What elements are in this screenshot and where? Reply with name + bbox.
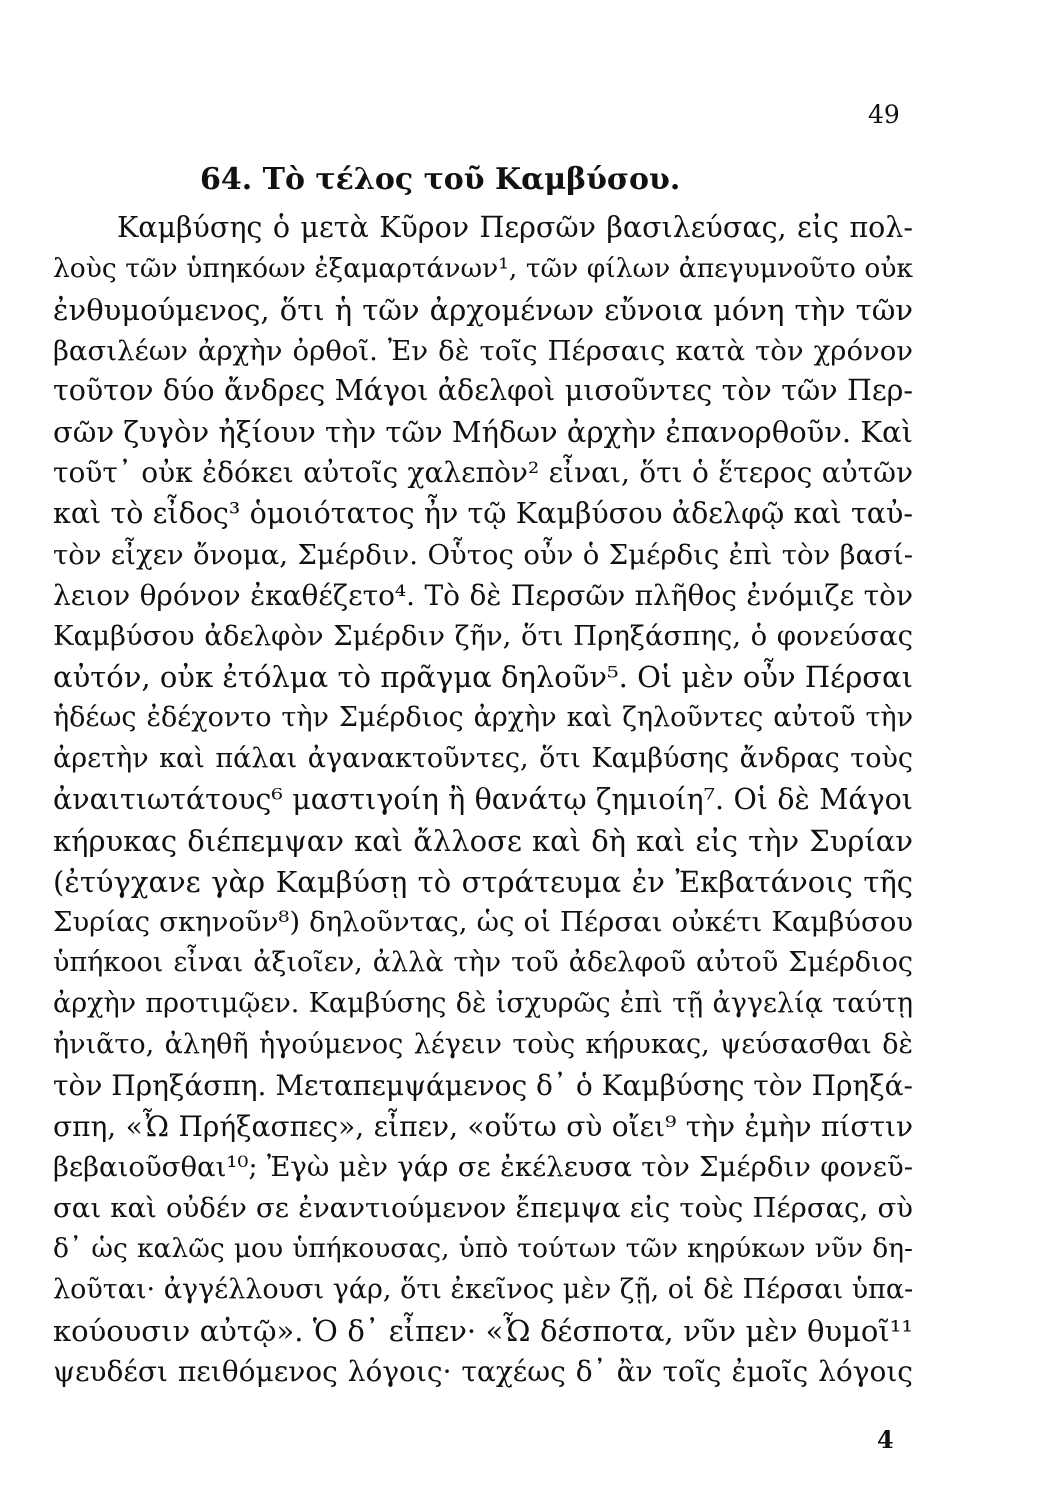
text-line: ἡδέως ἐδέχοντο τὴν Σμέρδιος ἀρχὴν καὶ ζηλοῦντες αὐτοῦ τὴν xyxy=(53,702,913,734)
page-number: 49 xyxy=(868,100,900,129)
text-line: κούουσιν αὐτῷ». Ὁ δ᾽ εἶπεν· «Ὦ δέσποτα, νῦν μὲν θυμοῖ¹¹ xyxy=(53,1313,913,1348)
text-line: ἀναιτιωτάτους⁶ μαστιγοίη ἢ θανάτῳ ζημιοίη⁷. Οἱ δὲ Μάγοι xyxy=(53,782,913,816)
text-line: ἠνιᾶτο, ἀληθῆ ἡγούμενος λέγειν τοὺς κήρυκας, ψεύσασθαι δὲ xyxy=(53,1028,913,1060)
text-line: ἀρετὴν καὶ πάλαι ἀγανακτοῦντες, ὅτι Καμβύσης ἄνδρας τοὺς xyxy=(53,742,913,774)
text-line: κήρυκας διέπεμψαν καὶ ἄλλοσε καὶ δὴ καὶ εἰς τὴν Συρίαν xyxy=(53,823,913,858)
text-line: Καμβύσης ὁ μετὰ Κῦρον Περσῶν βασιλεύσας, εἰς πολ- xyxy=(117,211,913,244)
text-line: καὶ τὸ εἶδος³ ὁμοιότατος ἦν τῷ Καμβύσου ἀδελφῷ καὶ ταὐ- xyxy=(53,496,913,530)
text-line: Καμβύσου ἀδελφὸν Σμέρδιν ζῆν, ὅτι Πρηξάσπης, ὁ φονεύσας xyxy=(53,620,913,653)
text-line: σαι καὶ οὐδέν σε ἐναντιούμενον ἔπεμψα εἰς τοὺς Πέρσας, σὺ xyxy=(53,1192,913,1225)
text-line: λειον θρόνον ἐκαθέζετο⁴. Τὸ δὲ Περσῶν πλῆθος ἐνόμιζε τὸν xyxy=(53,578,913,612)
text-line: ἀρχὴν προτιμῷεν. Καμβύσης δὲ ἰσχυρῶς ἐπὶ τῇ ἀγγελίᾳ ταύτῃ xyxy=(53,988,913,1020)
text-line: δ᾽ ὡς καλῶς μου ὑπήκουσας, ὑπὸ τούτων τῶν κηρύκων νῦν δη- xyxy=(53,1233,913,1265)
text-line: ψευδέσι πειθόμενος λόγοις· ταχέως δ᾽ ἂν τοῖς ἐμοῖς λόγοις xyxy=(53,1354,913,1388)
text-line: τοῦτ᾽ οὐκ ἐδόκει αὐτοῖς χαλεπὸν² εἶναι, ὅτι ὁ ἕτερος αὐτῶν xyxy=(53,456,913,490)
text-line: σῶν ζυγὸν ἠξίουν τὴν τῶν Μήδων ἀρχὴν ἐπανορθοῦν. Καὶ xyxy=(53,415,913,450)
text-line: Συρίας σκηνοῦν⁸) δηλοῦντας, ὡς οἱ Πέρσαι οὐκέτι Καμβύσου xyxy=(53,906,913,939)
text-line: τὸν εἶχεν ὄνομα, Σμέρδιν. Οὗτος οὖν ὁ Σμέρδις ἐπὶ τὸν βασί- xyxy=(53,538,913,571)
chapter-title: 64. Τὸ τέλος τοῦ Καμβύσου. xyxy=(200,162,681,197)
text-line: ἐνθυμούμενος, ὅτι ἡ τῶν ἀρχομένων εὔνοια μόνη τὴν τῶν xyxy=(53,292,913,327)
text-line: σπη, «Ὦ Πρήξασπες», εἶπεν, «οὕτω σὺ οἴει⁹ τὴν ἐμὴν πίστιν xyxy=(53,1109,913,1143)
text-line: αὐτόν, οὐκ ἐτόλμα τὸ πρᾶγμα δηλοῦν⁵. Οἱ μὲν οὖν Πέρσαι xyxy=(53,660,913,695)
text-line: τοῦτον δύο ἄνδρες Μάγοι ἀδελφοὶ μισοῦντες τὸν τῶν Περ- xyxy=(53,374,913,408)
text-line: ὑπήκοοι εἶναι ἀξιοῖεν, ἀλλὰ τὴν τοῦ ἀδελφοῦ αὐτοῦ Σμέρδιος xyxy=(53,947,913,979)
printer-signature: 4 xyxy=(877,1425,894,1454)
text-line: βασιλέων ἀρχὴν ὀρθοῖ. Ἐν δὲ τοῖς Πέρσαις κατὰ τὸν χρόνον xyxy=(53,334,913,367)
text-line: (ἐτύγχανε γὰρ Καμβύσῃ τὸ στράτευμα ἐν Ἐκβατάνοις τῆς xyxy=(53,864,913,899)
text-line: βεβαιοῦσθαι¹⁰; Ἐγὼ μὲν γάρ σε ἐκέλευσα τὸν Σμέρδιν φονεῦ- xyxy=(53,1151,913,1184)
text-line: τὸν Πρηξάσπη. Μεταπεμψάμενος δ᾽ ὁ Καμβύσης τὸν Πρηξά- xyxy=(53,1068,913,1102)
text-line: λοὺς τῶν ὑπηκόων ἐξαμαρτάνων¹, τῶν φίλων ἀπεγυμνοῦτο οὐκ xyxy=(53,252,913,284)
body-text xyxy=(53,208,913,1392)
text-line: λοῦται· ἀγγέλλουσι γάρ, ὅτι ἐκεῖνος μὲν ζῇ, οἱ δὲ Πέρσαι ὑπα- xyxy=(53,1273,914,1305)
